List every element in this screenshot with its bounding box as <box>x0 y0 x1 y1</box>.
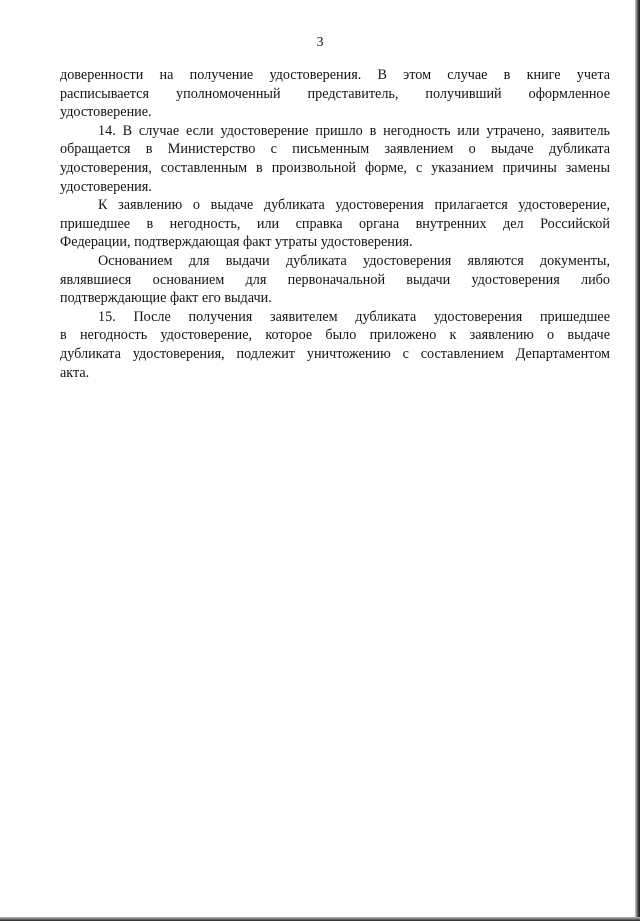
text-line: являвшиеся основанием для первоначальной выдачи удостоверения либо <box>60 271 610 288</box>
text-line: удостоверения. <box>60 178 152 195</box>
text-line: К заявлению о выдаче дубликата удостоверения прилагается удостоверение, <box>98 197 610 214</box>
text-line: в негодность удостоверение, которое было приложено к заявлению о выдаче <box>60 327 610 344</box>
paragraph-15-destruction <box>60 308 610 382</box>
scan-edge-right <box>635 0 640 921</box>
paragraph-power-of-attorney <box>60 66 610 122</box>
document-body <box>60 66 610 382</box>
text-line: удостоверения, составленным в произвольной форме, с указанием причины замены <box>60 159 610 176</box>
text-line: дубликата удостоверения, подлежит уничтожению с составлением Департаментом <box>60 345 610 362</box>
text-line: расписывается уполномоченный представитель, получивший оформленное <box>60 85 610 102</box>
scan-edge-bottom <box>0 917 640 921</box>
paragraph-attachments <box>60 196 610 252</box>
text-line: Основанием для выдачи дубликата удостоверения являются документы, <box>98 252 610 269</box>
text-line: подтверждающие факт его выдачи. <box>60 290 272 307</box>
text-line: удостоверение. <box>60 104 152 121</box>
text-line: акта. <box>60 364 90 381</box>
paragraph-grounds <box>60 252 610 308</box>
page-number: 3 <box>316 35 324 50</box>
text-line: доверенности на получение удостоверения. В этом случае в книге учета <box>60 67 610 83</box>
paragraph-14-duplicate-request <box>60 122 610 196</box>
text-line: обращается в Министерство с письменным заявлением о выдаче дубликата <box>60 141 610 158</box>
text-line: Федерации, подтверждающая факт утраты удостоверения. <box>60 234 413 251</box>
text-line: пришедшее в негодность, или справка органа внутренних дел Российской <box>60 215 610 232</box>
text-line: 14. В случае если удостоверение пришло в негодность или утрачено, заявитель <box>98 122 610 139</box>
text-line: 15. После получения заявителем дубликата удостоверения пришедшее <box>98 308 610 325</box>
